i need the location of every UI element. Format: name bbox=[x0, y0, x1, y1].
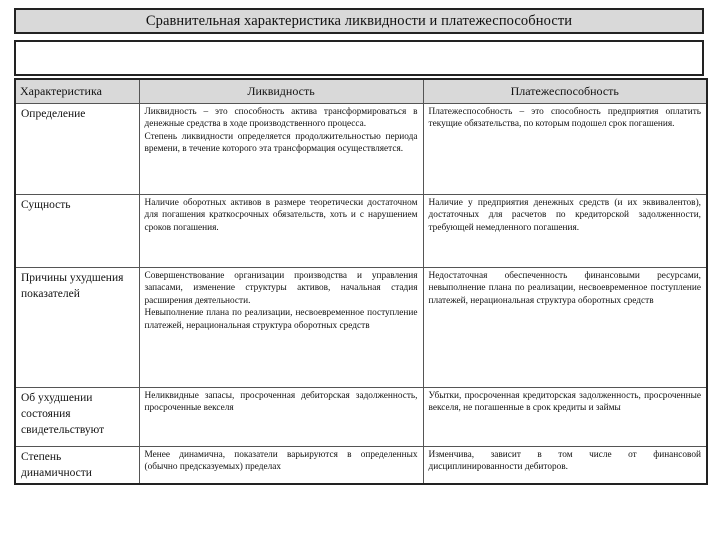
cell-paragraph: Степень ликвидности определяется продолжительностью периода времени, в течение которого эта трансформация осуществляется. bbox=[144, 131, 418, 155]
cell-paragraph: Наличие оборотных активов в размере теоретически достаточном для погашения краткосрочных обязательств, хоть и с нарушением сроков погашения. bbox=[144, 198, 418, 233]
cell-solvency-indicators bbox=[423, 388, 707, 447]
cell-liquidity-essence bbox=[139, 195, 423, 268]
row-label-indicators: Об ухудшении состояния свидетельствуют bbox=[15, 388, 139, 447]
row-label-essence: Сущность bbox=[15, 195, 139, 268]
cell-liquidity-dynamics bbox=[139, 447, 423, 485]
cell-solvency-essence bbox=[423, 195, 707, 268]
header-liquidity: Ликвидность bbox=[139, 79, 423, 104]
header-characteristic: Характеристика bbox=[15, 79, 139, 104]
document-title: Сравнительная характеристика ликвидности и платежеспособности bbox=[14, 8, 704, 34]
cell-solvency-definition bbox=[423, 104, 707, 195]
cell-paragraph: Невыполнение плана по реализации, несвоевременное поступление платежей, нерациональная структура оборотных средств bbox=[144, 308, 418, 331]
cell-solvency-causes bbox=[423, 268, 707, 388]
table-row bbox=[15, 388, 707, 447]
cell-liquidity-indicators bbox=[139, 388, 423, 447]
table-header-row bbox=[15, 79, 707, 104]
cell-paragraph: Платежеспособность – это способность предприятия оплатить текущие обязательства, по которым подошел срок погашения. bbox=[428, 107, 701, 130]
empty-header-box bbox=[14, 40, 704, 76]
cell-paragraph: Изменчива, зависит в том числе от финансовой дисциплинированности дебиторов. bbox=[428, 450, 701, 473]
cell-paragraph: Наличие у предприятия денежных средств (и их эквивалентов), достаточных для расчетов по кредиторской задолженности, требующей немедленного погашения. bbox=[428, 198, 701, 233]
row-label-causes: Причины ухудшения показателей bbox=[15, 268, 139, 388]
comparison-table bbox=[14, 78, 708, 485]
cell-liquidity-causes bbox=[139, 268, 423, 388]
cell-paragraph: Недостаточная обеспеченность финансовыми ресурсами, невыполнение плана по реализации, несвоевременное поступление платежей, нерациональная структура оборотных средств bbox=[428, 271, 701, 306]
cell-paragraph: Менее динамична, показатели варьируются в определенных (обычно предсказуемых) пределах bbox=[144, 450, 418, 473]
cell-paragraph: Неликвидные запасы, просроченная дебиторская задолженность, просроченные векселя bbox=[144, 391, 418, 414]
cell-liquidity-definition bbox=[139, 104, 423, 195]
table-row bbox=[15, 195, 707, 268]
table-row bbox=[15, 268, 707, 388]
table-row bbox=[15, 447, 707, 485]
cell-paragraph: Совершенствование организации производства и управления запасами, изменение структуры активов, начальная стадия расширения деятельности. bbox=[144, 271, 418, 306]
cell-paragraph: Ликвидность – это способность актива трансформироваться в денежные средства в ходе производственного процесса. bbox=[144, 107, 418, 130]
cell-solvency-dynamics bbox=[423, 447, 707, 485]
table-row bbox=[15, 104, 707, 195]
cell-paragraph: Убытки, просроченная кредиторская задолженность, просроченные векселя, не погашенные в срок кредиты и займы bbox=[428, 391, 701, 414]
header-solvency: Платежеспособность bbox=[423, 79, 707, 104]
row-label-definition: Определение bbox=[15, 104, 139, 195]
row-label-dynamics: Степень динамичности bbox=[15, 447, 139, 485]
